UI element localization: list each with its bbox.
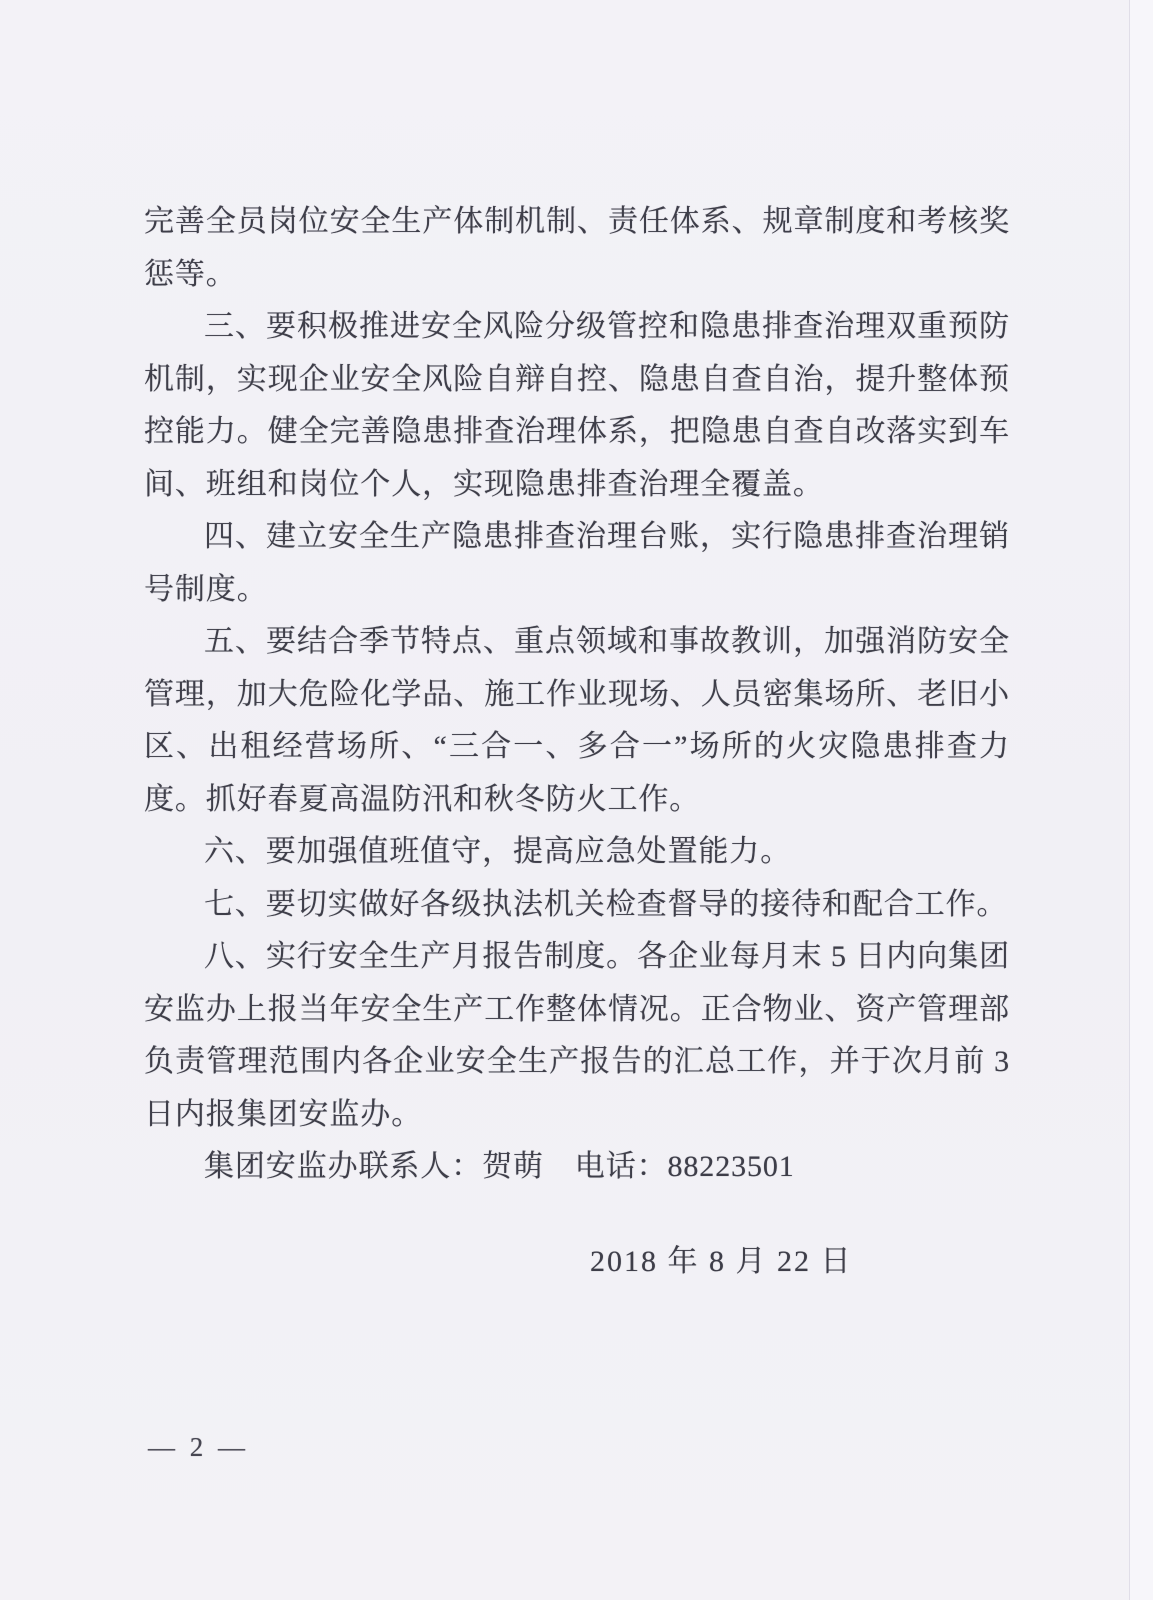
- paragraph-7-item-eight: 八、实行安全生产月报告制度。各企业每月末 5 日内向集团安监办上报当年安全生产工作整体情况。正合物业、资产管理部负责管理范围内各企业安全生产报告的汇总工作，并于次月前 3 日内报集团安监办。: [144, 940, 1010, 1131]
- paragraph-4-item-five: 五、要结合季节特点、重点领域和事故教训，加强消防安全管理，加大危险化学品、施工作业现场、人员密集场所、老旧小区、出租经营场所、“三合一、多合一”场所的火灾隐患排查力度。抓好春夏高温防汛和秋冬防火工作。: [144, 625, 1010, 816]
- paragraph-5-item-six: 六、要加强值班值守，提高应急处置能力。: [204, 835, 792, 868]
- paragraph-2-item-three: 三、要积极推进安全风险分级管控和隐患排查治理双重预防机制，实现企业安全风险自辩自控、隐患自查自治，提升整体预控能力。健全完善隐患排查治理体系，把隐患自查自改落实到车间、班组和岗位个人，实现隐患排查治理全覆盖。: [144, 310, 1010, 501]
- scan-edge-artifact: [1129, 0, 1153, 1600]
- document-body: [144, 196, 1010, 1288]
- page-number: — 2 —: [148, 1432, 249, 1462]
- paragraph-6-item-seven: 七、要切实做好各级执法机关检查督导的接待和配合工作。: [204, 887, 1008, 921]
- contact-line: 集团安监办联系人：贺萌 电话：88223501: [204, 1150, 795, 1183]
- paragraph-1-continuation: 完善全员岗位安全生产体制机制、责任体系、规章制度和考核奖惩等。: [144, 205, 1010, 291]
- paragraph-3-item-four: 四、建立安全生产隐患排查治理台账，实行隐患排查治理销号制度。: [144, 520, 1010, 606]
- document-date: 2018 年 8 月 22 日: [590, 1244, 853, 1278]
